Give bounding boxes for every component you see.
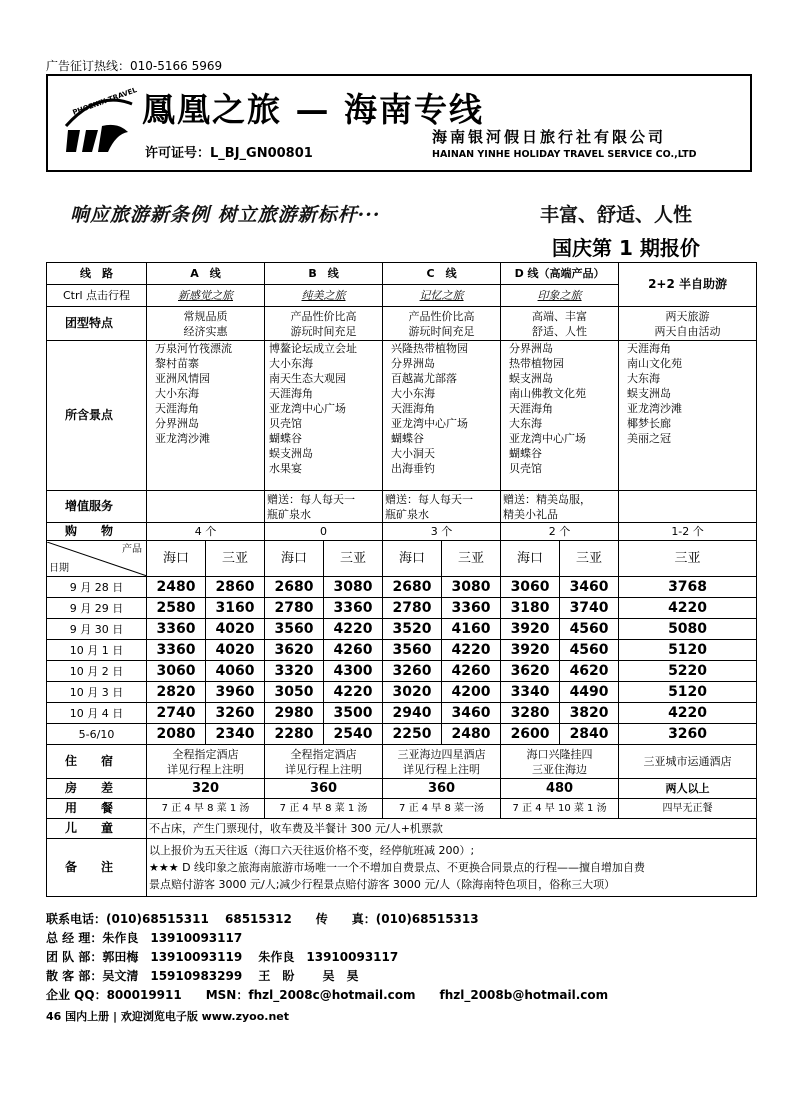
spot-item: 亚龙湾沙滩: [627, 402, 683, 415]
child-note: 不占床，产生门票现付，收车费及半餐计 300 元/人+机票款: [147, 819, 757, 839]
line-d-link[interactable]: 印象之旅: [537, 289, 582, 302]
price-cell: 5220: [619, 661, 757, 682]
price-rows: [47, 577, 757, 745]
spot-item: 分界洲岛: [509, 342, 554, 355]
spots-self-tour: [619, 341, 757, 491]
price-cell: 4060: [206, 661, 265, 682]
price-row: [47, 661, 757, 682]
price-cell: 4220: [442, 640, 501, 661]
spot-item: 大东海: [627, 372, 661, 385]
lodging-c-2: 详见行程上注明: [403, 762, 481, 776]
line-b-name: B 线: [265, 263, 383, 285]
shopping-c: 3 个: [383, 523, 501, 541]
product-label: 产品: [122, 543, 142, 555]
shopping-a: 4 个: [147, 523, 265, 541]
remarks-label: 备 注: [47, 839, 147, 897]
price-cell: 3360: [147, 640, 206, 661]
spot-item: 兴隆热带植物园: [391, 342, 469, 355]
city-header: 海口: [501, 541, 560, 577]
spots-label: 所含景点: [47, 341, 147, 491]
price-cell: 2680: [265, 577, 324, 598]
room-c: 360: [383, 779, 501, 799]
group-e-2: 两天自由活动: [654, 324, 721, 338]
price-cell: 2340: [206, 724, 265, 745]
price-cell: 3820: [560, 703, 619, 724]
spot-item: 美丽之冠: [627, 432, 672, 445]
meal-label: 用 餐: [47, 799, 147, 819]
service-label: 增值服务: [47, 491, 147, 523]
spot-item: 分界洲岛: [155, 417, 199, 430]
lodging-d-2: 三亚住海边: [532, 762, 588, 776]
price-cell: 3060: [501, 577, 560, 598]
group-a-2: 经济实惠: [183, 324, 228, 338]
price-cell: 2680: [383, 577, 442, 598]
price-cell: 2580: [147, 598, 206, 619]
price-cell: 3020: [383, 682, 442, 703]
service-c-2: 瓶矿泉水: [385, 507, 430, 521]
spot-item: 天涯海角: [155, 402, 199, 415]
spot-item: 贝壳馆: [509, 462, 543, 475]
line-c-name: C 线: [383, 263, 501, 285]
page-footer: 46 国内上册 | 欢迎浏览电子版 www.zyoo.net: [46, 1010, 290, 1023]
remark-1: 以上报价为五天往返（海口六天往返价格不变，经停航班减 200）;: [149, 844, 475, 857]
date-cell: 10 月 1 日: [47, 640, 147, 661]
lodging-e: 三亚城市运通酒店: [619, 745, 757, 779]
group-e-1: 两天旅游: [665, 309, 710, 323]
group-d-1: 高端、丰富: [532, 309, 588, 323]
price-row: [47, 598, 757, 619]
spot-item: 大东海: [509, 417, 543, 430]
spot-item: 亚龙湾中心广场: [391, 417, 469, 430]
company-name-cn: 海南银河假日旅行社有限公司: [432, 128, 667, 146]
price-cell: 4200: [442, 682, 501, 703]
price-cell: 4620: [560, 661, 619, 682]
date-cell: 5-6/10: [47, 724, 147, 745]
spot-item: 椰梦长廊: [627, 417, 672, 430]
service-b-1: 赠送：每人每天一: [267, 492, 356, 506]
price-row: [47, 682, 757, 703]
room-d: 480: [501, 779, 619, 799]
shopping-label: 购 物: [47, 523, 147, 541]
price-cell: 3260: [206, 703, 265, 724]
price-cell: 3060: [147, 661, 206, 682]
price-row: [47, 640, 757, 661]
price-cell: 3320: [265, 661, 324, 682]
price-cell: 2980: [265, 703, 324, 724]
child-row: [47, 819, 757, 839]
price-cell: 2780: [265, 598, 324, 619]
meal-row: [47, 799, 757, 819]
city-header: 三亚: [324, 541, 383, 577]
spot-item: 蝴蝶谷: [391, 432, 425, 445]
spot-item: 亚洲风情园: [155, 372, 210, 385]
spot-item: 天涯海角: [627, 342, 672, 355]
room-label: 房 差: [47, 779, 147, 799]
license-number: 许可证号：L_BJ_GN00801: [145, 146, 313, 161]
price-cell: 2480: [442, 724, 501, 745]
price-cell: 3080: [324, 577, 383, 598]
price-cell: 4220: [619, 598, 757, 619]
price-cell: 2080: [147, 724, 206, 745]
spot-item: 大小东海: [391, 387, 436, 400]
city-header: 三亚: [442, 541, 501, 577]
svg-text:PHOENIX TRAVEL: PHOENIX TRAVEL: [71, 86, 138, 117]
spot-item: 热带植物园: [509, 357, 565, 370]
price-cell: 3360: [324, 598, 383, 619]
price-cell: 5080: [619, 619, 757, 640]
service-a: [147, 491, 265, 523]
spots-line-b: [265, 341, 383, 491]
date-cell: 10 月 2 日: [47, 661, 147, 682]
spot-item: 天涯海角: [509, 402, 554, 415]
price-cell: 2860: [206, 577, 265, 598]
price-cell: 4490: [560, 682, 619, 703]
price-row: [47, 703, 757, 724]
price-cell: 5120: [619, 682, 757, 703]
price-cell: 4220: [324, 619, 383, 640]
price-cell: 4160: [442, 619, 501, 640]
spot-item: 贝壳馆: [269, 417, 303, 430]
service-e: [619, 491, 757, 523]
contacts: [46, 910, 608, 1005]
lodging-label: 住 宿: [47, 745, 147, 779]
spot-item: 蝴蝶谷: [509, 447, 543, 460]
spot-item: 大小东海: [269, 357, 314, 370]
spot-item: 百越嵩尤部落: [391, 372, 458, 385]
price-cell: 4300: [324, 661, 383, 682]
price-cell: 3960: [206, 682, 265, 703]
price-table: [46, 262, 757, 897]
remarks-row: [47, 839, 757, 897]
date-cell: 9 月 28 日: [47, 577, 147, 598]
price-cell: 3180: [501, 598, 560, 619]
price-cell: 3260: [383, 661, 442, 682]
shopping-row: [47, 523, 757, 541]
price-cell: 2740: [147, 703, 206, 724]
contact-team: 团 队 部：郭田梅 13910093119 朱作良 13910093117: [46, 950, 399, 964]
group-c-2: 游玩时间充足: [408, 324, 475, 338]
lodging-d-1: 海口兴隆挂四: [526, 747, 593, 761]
spot-item: 亚龙湾中心广场: [509, 432, 587, 445]
spot-item: 天涯海角: [391, 402, 436, 415]
slogan: 响应旅游新条例 树立旅游新标杆···: [70, 204, 381, 226]
price-cell: 2540: [324, 724, 383, 745]
product-date-header: [47, 542, 146, 576]
group-b-2: 游玩时间充足: [290, 324, 357, 338]
city-header: 三亚: [619, 541, 757, 577]
price-cell: 3620: [265, 640, 324, 661]
spot-item: 大小东海: [155, 387, 199, 400]
spot-item: 南山文化苑: [627, 357, 683, 370]
ctrl-label[interactable]: Ctrl 点击行程: [47, 285, 147, 307]
price-cell: 4260: [324, 640, 383, 661]
price-row: [47, 724, 757, 745]
quote-title: 国庆第 1 期报价: [552, 236, 700, 260]
spots-line-a: [147, 341, 265, 491]
date-label: 日期: [49, 562, 69, 574]
meal-e: 四早无正餐: [619, 799, 757, 819]
spot-item: 博鳌论坛成立会址: [269, 342, 358, 355]
meal-c: 7 正 4 早 8 菜一汤: [383, 799, 501, 819]
price-cell: 3280: [501, 703, 560, 724]
price-cell: 3260: [619, 724, 757, 745]
line-a-name: A 线: [147, 263, 265, 285]
route-row: [47, 263, 757, 285]
price-row: [47, 577, 757, 598]
price-cell: 3520: [383, 619, 442, 640]
spot-item: 蜈支洲岛: [627, 387, 672, 400]
price-cell: 2280: [265, 724, 324, 745]
city-header: 海口: [383, 541, 442, 577]
group-label: 团型特点: [47, 307, 147, 341]
price-cell: 3080: [442, 577, 501, 598]
date-cell: 9 月 30 日: [47, 619, 147, 640]
city-header: 海口: [147, 541, 206, 577]
price-cell: 3500: [324, 703, 383, 724]
price-cell: 3920: [501, 640, 560, 661]
meal-d: 7 正 4 早 10 菜 1 汤: [501, 799, 619, 819]
spot-item: 分界洲岛: [391, 357, 436, 370]
price-row: [47, 619, 757, 640]
room-row: [47, 779, 757, 799]
route-label: 线 路: [47, 263, 147, 285]
room-e: 两人以上: [619, 779, 757, 799]
price-cell: 4220: [324, 682, 383, 703]
service-c-1: 赠送：每人每天一: [385, 492, 474, 506]
spot-item: 蜈支洲岛: [269, 447, 314, 460]
meal-a: 7 正 4 早 8 菜 1 汤: [147, 799, 265, 819]
city-header: 海口: [265, 541, 324, 577]
spot-item: 天涯海角: [269, 387, 314, 400]
price-cell: 3768: [619, 577, 757, 598]
service-b-2: 瓶矿泉水: [267, 507, 312, 521]
meal-b: 7 正 4 早 8 菜 1 汤: [265, 799, 383, 819]
price-cell: 3360: [442, 598, 501, 619]
lodging-a-1: 全程指定酒店: [172, 747, 239, 761]
spot-item: 黎村苗寨: [155, 357, 199, 370]
price-cell: 3920: [501, 619, 560, 640]
ad-hotline: 广告征订热线：010-5166 5969: [46, 59, 223, 73]
service-row: [47, 491, 757, 523]
city-header: 三亚: [206, 541, 265, 577]
spots-line-d: [501, 341, 619, 491]
spot-item: 出海垂钓: [391, 462, 436, 475]
spots-row: [47, 341, 757, 491]
spot-item: 蜈支洲岛: [509, 372, 554, 385]
price-cell: 2250: [383, 724, 442, 745]
price-cell: 2480: [147, 577, 206, 598]
price-cell: 4220: [619, 703, 757, 724]
brand-title: 鳳凰之旅 — 海南专线: [142, 90, 484, 129]
service-d-1: 赠送：精美岛服，: [503, 492, 592, 506]
lodging-c-1: 三亚海边四星酒店: [397, 747, 486, 761]
lodging-b-1: 全程指定酒店: [290, 747, 357, 761]
contact-qq-msn: 企业 QQ：800019911 MSN：fhzl_2008c@hotmail.com fhzl_2008b@hotmail.com: [46, 988, 609, 1002]
contact-gm: 总 经 理：朱作良 13910093117: [46, 931, 243, 945]
line-a-link[interactable]: 新感觉之旅: [178, 289, 233, 302]
price-cell: 4020: [206, 619, 265, 640]
room-b: 360: [265, 779, 383, 799]
spot-item: 亚龙湾沙滩: [155, 432, 210, 445]
line-b-link[interactable]: 纯美之旅: [301, 289, 346, 302]
price-cell: 3740: [560, 598, 619, 619]
price-cell: 5120: [619, 640, 757, 661]
lodging-row: [47, 745, 757, 779]
date-cell: 10 月 4 日: [47, 703, 147, 724]
child-label: 儿 童: [47, 819, 147, 839]
self-tour-label: 2+2 半自助游: [619, 263, 757, 307]
remark-2: ★★★ D 线印象之旅海南旅游市场唯一一个不增加自费景点、不更换合同景点的行程——擅自增加自费: [149, 861, 646, 874]
contact-retail: 散 客 部：吴文清 15910983299 王 盼 吴 昊: [46, 969, 359, 983]
slogan-right: 丰富、舒适、人性: [540, 204, 693, 226]
price-cell: 3460: [442, 703, 501, 724]
price-cell: 2600: [501, 724, 560, 745]
city-row: [47, 541, 757, 577]
lodging-a-2: 详见行程上注明: [167, 762, 244, 776]
spot-item: 南山佛教文化苑: [509, 387, 587, 400]
remark-3: 景点赔付游客 3000 元/人;减少行程景点赔付游客 3000 元/人（除海南特色项目，俗称三大项）: [149, 878, 616, 891]
price-cell: 3340: [501, 682, 560, 703]
spot-item: 亚龙湾中心广场: [269, 402, 347, 415]
price-cell: 4260: [442, 661, 501, 682]
line-d-name: D 线（高端产品）: [501, 263, 619, 285]
spot-item: 大小洞天: [391, 447, 436, 460]
phoenix-logo-icon: [58, 86, 138, 158]
shopping-e: 1-2 个: [619, 523, 757, 541]
spot-item: 南天生态大观园: [269, 372, 347, 385]
city-header: 三亚: [560, 541, 619, 577]
shopping-b: 0: [265, 523, 383, 541]
spot-item: 蝴蝶谷: [269, 432, 303, 445]
price-cell: 3460: [560, 577, 619, 598]
price-cell: 2820: [147, 682, 206, 703]
shopping-d: 2 个: [501, 523, 619, 541]
line-c-link[interactable]: 记忆之旅: [419, 289, 464, 302]
room-a: 320: [147, 779, 265, 799]
price-cell: 2840: [560, 724, 619, 745]
group-b-1: 产品性价比高: [290, 309, 357, 323]
price-cell: 2780: [383, 598, 442, 619]
price-cell: 4020: [206, 640, 265, 661]
price-cell: 4560: [560, 619, 619, 640]
spots-line-c: [383, 341, 501, 491]
date-cell: 9 月 29 日: [47, 598, 147, 619]
lodging-b-2: 详见行程上注明: [285, 762, 363, 776]
spot-item: 万泉河竹筏漂流: [155, 342, 232, 355]
service-d-2: 精美小礼品: [503, 507, 559, 521]
contact-phone: 联系电话：(010)68515311 68515312 传 真：(010)68515313: [46, 912, 479, 926]
price-cell: 3560: [265, 619, 324, 640]
price-cell: 2940: [383, 703, 442, 724]
price-cell: 3620: [501, 661, 560, 682]
group-d-2: 舒适、人性: [532, 324, 588, 338]
company-name-en: HAINAN YINHE HOLIDAY TRAVEL SERVICE CO.,LTD: [432, 149, 697, 160]
group-a-1: 常规品质: [183, 309, 228, 323]
price-cell: 3050: [265, 682, 324, 703]
spot-item: 水果宴: [269, 462, 303, 475]
price-cell: 3560: [383, 640, 442, 661]
date-cell: 10 月 3 日: [47, 682, 147, 703]
price-cell: 3360: [147, 619, 206, 640]
price-cell: 4560: [560, 640, 619, 661]
group-c-1: 产品性价比高: [408, 309, 475, 323]
group-row: [47, 307, 757, 341]
price-cell: 3160: [206, 598, 265, 619]
